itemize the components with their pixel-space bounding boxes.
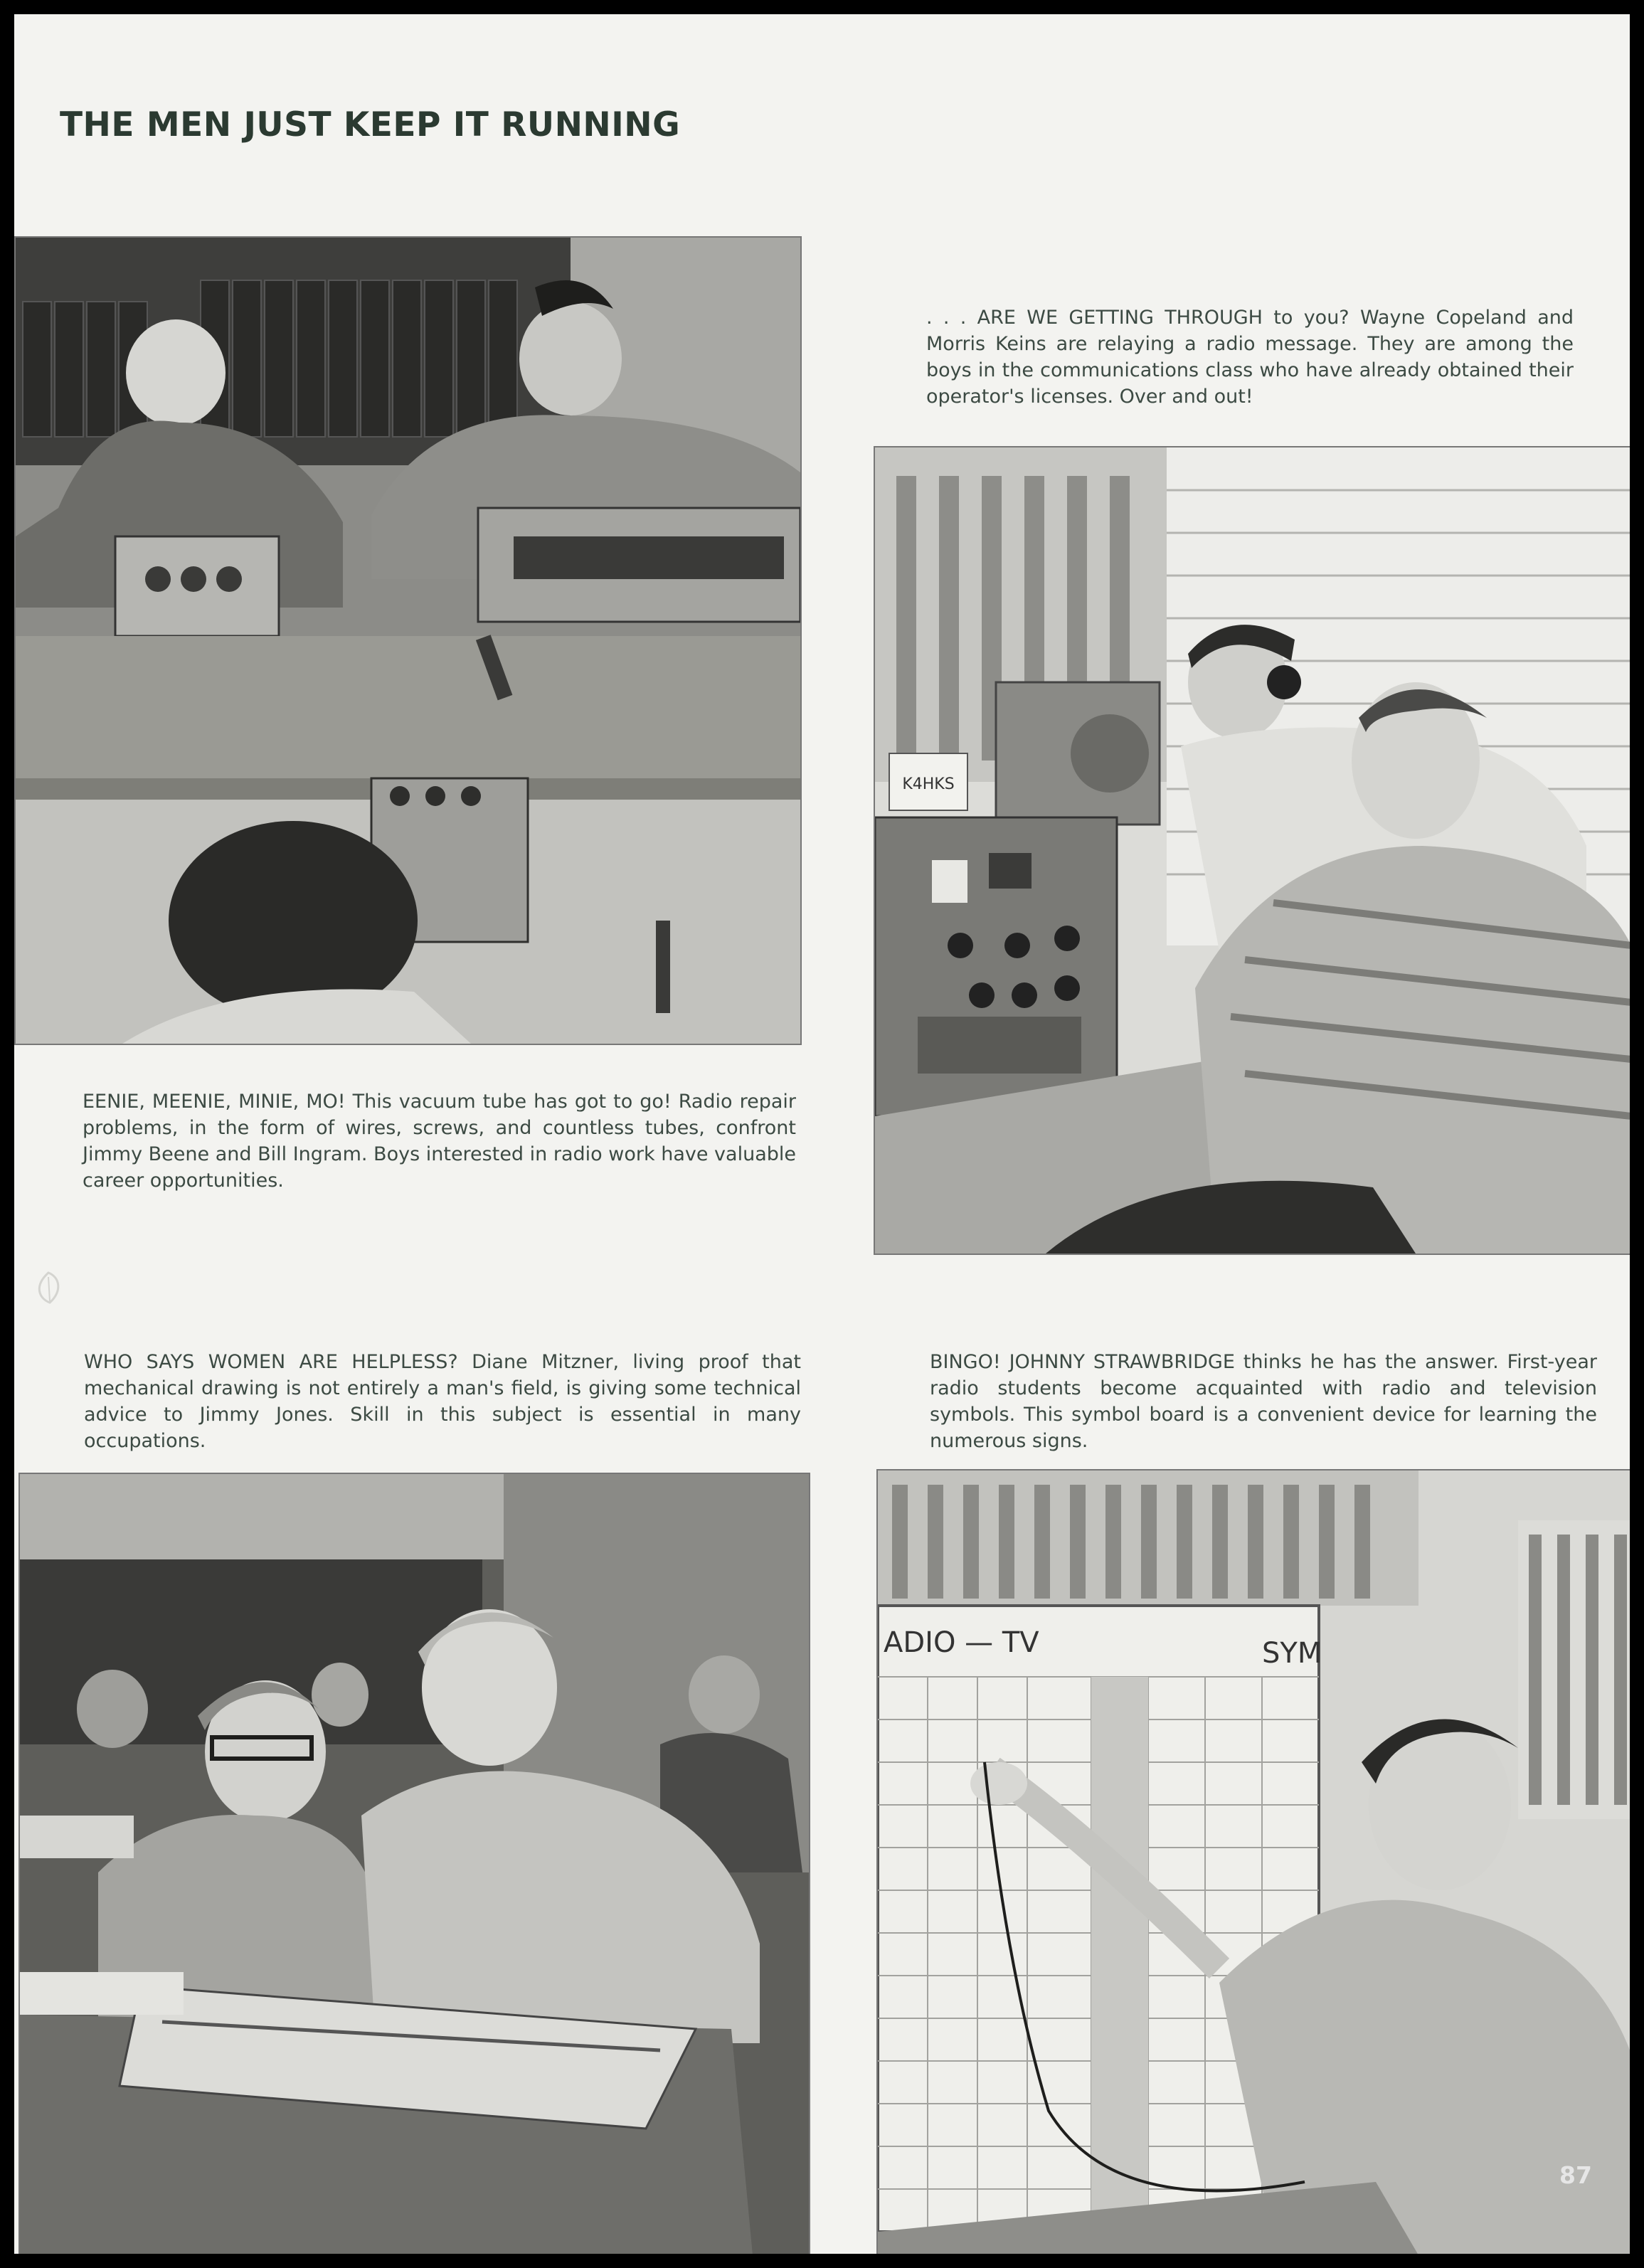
- page-number: 87: [1559, 2161, 1592, 2189]
- mechanical-drawing-caption: WHO SAYS WOMEN ARE HELPLESS? Diane Mitzner, living proof that mechanical drawing is not entirely a man's field, is giving some technical advice to Jimmy Jones. Skill in this subject is essential in many occupations.: [84, 1351, 801, 1452]
- yearbook-page: [14, 14, 1630, 2254]
- symbol-board-photo: [876, 1469, 1630, 2254]
- radio-repair-caption: EENIE, MEENIE, MINIE, MO! This vacuum tube has got to go! Radio repair problems, in the form of wires, screws, and countless tubes, confront Jimmy Beene and Bill Ingram. Boys interested in radio work have valuable career opportunities.: [83, 1091, 796, 1192]
- call-sign-card-left: K4HKS: [902, 775, 955, 793]
- mechanical-drawing-photo: [18, 1473, 810, 2254]
- board-heading-left: ADIO — TV: [884, 1626, 1039, 1659]
- radio-repair-photo: [14, 236, 802, 1045]
- leaf-icon: [31, 1270, 65, 1305]
- radio-operators-photo: [874, 446, 1630, 1255]
- symbol-board-caption: BINGO! JOHNNY STRAWBRIDGE thinks he has the answer. First-year radio students become acquainted with radio and television symbols. This symbol board is a convenient device for learning the numerous signs.: [930, 1351, 1597, 1452]
- board-heading-right: SYM: [1262, 1637, 1322, 1670]
- page-title: THE MEN JUST KEEP IT RUNNING: [60, 105, 681, 144]
- radio-operators-caption: . . . ARE WE GETTING THROUGH to you? Wayne Copeland and Morris Keins are relaying a radio message. They are among the boys in the communications class who have already obtained their operator's licenses. Over and out!: [926, 307, 1574, 408]
